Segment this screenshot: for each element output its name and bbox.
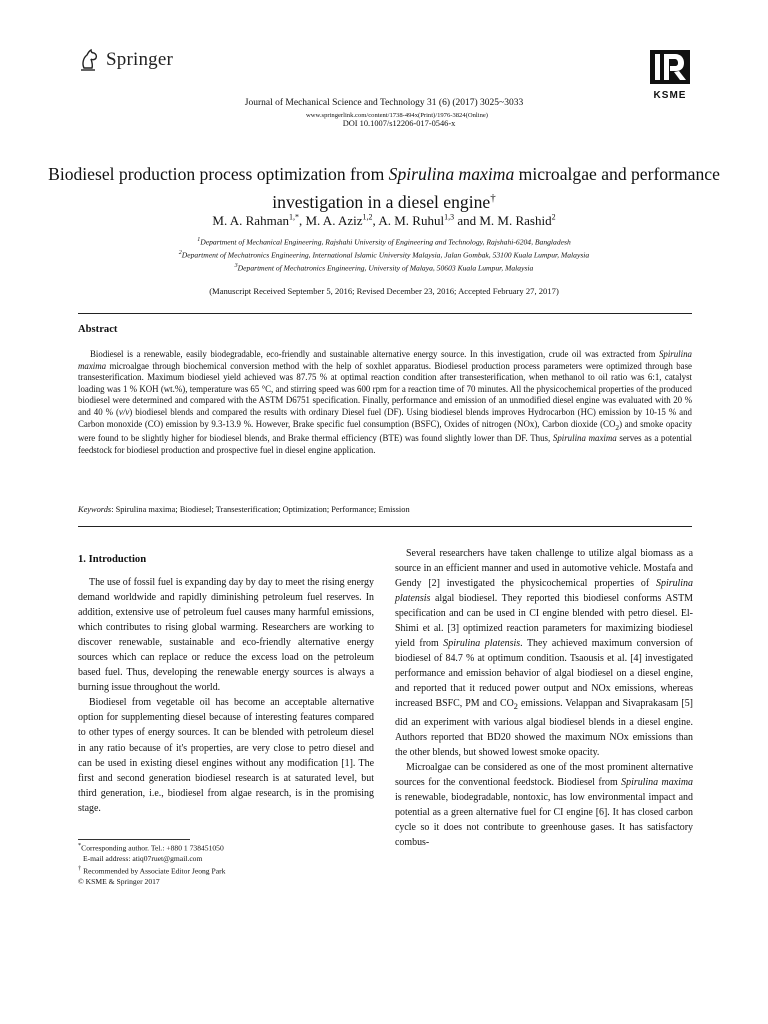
journal-info — [0, 98, 768, 128]
author-affiliation-mark: 1,* — [288, 213, 299, 222]
title-text-1: Biodiesel production process optimization from — [48, 164, 389, 184]
abstract-italic: Spirulina maxima — [78, 349, 692, 371]
affiliation-number: 2 — [178, 250, 182, 256]
left-column — [78, 575, 374, 816]
keywords-text: : Spirulina maxima; Biodiesel; Transesterification; Optimization; Performance; Emission — [111, 505, 410, 514]
footnote-recommended — [78, 864, 225, 877]
author-name: M. M. Rashid — [479, 213, 552, 229]
italic-span: Spirulina platensis — [395, 578, 693, 605]
affiliation-text: Department of Mechatronics Engineering, International Islamic University Malaysia, Jalan Gombak, 53100 Kuala Lumpur, Malaysia — [181, 250, 590, 260]
footnote-divider — [78, 839, 190, 840]
springer-logo — [78, 48, 173, 72]
affiliation — [40, 250, 728, 260]
abstract-span: Biodiesel is a renewable, easily biodegradable, eco-friendly and sustainable alternative energy source. In this investigation, crude oil was extracted from — [90, 349, 659, 359]
divider — [78, 313, 692, 314]
footnote-mark: † — [78, 865, 82, 873]
title-species: Spirulina maxima — [388, 164, 515, 184]
text-span: emissions. Velappan and Sivaprakasam [5] did an experiment with various algal biodiesel blends in a diesel engine. Authors reported that BD20 showed the maximum NOx emissions than the other blends, but showed lowest smoke opacity. — [395, 698, 693, 758]
abstract-text — [78, 349, 692, 456]
publisher-name: Springer — [106, 49, 174, 70]
text-span: . They achieved maximum conversion of biodiesel of 84.7 % at optimum condition. Tsaousis et al. [4] investigated performance and emission behavior of algal biodiesel on a diesel engine, and reported that it reduced power output and NOx emissions, whereas increased BSFC, PM and CO — [395, 638, 693, 710]
affiliation-text: Department of Mechatronics Engineering, University of Malaya, 50603 Kuala Lumpur, Malaysia — [237, 263, 534, 273]
author-separator: , — [298, 213, 306, 229]
abstract-span: serves as a potential feedstock for biodiesel production and prospective fuel in diesel engine application. — [78, 432, 692, 455]
affiliation-number: 3 — [234, 263, 238, 269]
affiliation — [40, 237, 728, 247]
author-affiliation-mark: 2 — [551, 213, 556, 222]
footnote-email[interactable]: E-mail address: atiq07ruet@gmail.com — [83, 853, 203, 863]
keywords-label: Keywords — [78, 505, 112, 514]
italic-span: Spirulina maxima — [621, 776, 693, 788]
footnotes — [78, 841, 225, 888]
abstract-span: ) biodiesel blends and compared the results with ordinary Diesel fuel (DF). Using biodiesel blends improves Hydrocarbon (HC) emission by 10-15 % and Carbon monoxide (CO) emission by 9.3-13.9 %. However, Brake specific fuel consumption (BSFC), Oxides of nitrogen (NOx), Carbon dioxide (CO — [78, 406, 692, 429]
title-text-2: microalgae and performance investigation in a diesel engine — [272, 164, 720, 212]
paper-title — [40, 162, 728, 214]
author — [212, 213, 305, 228]
affiliation — [40, 263, 728, 273]
author-separator: , — [372, 213, 379, 229]
subscript: 2 — [513, 702, 518, 712]
title-footnote-mark: † — [490, 192, 496, 204]
abstract-span: ) and smoke opacity were found to be slightly higher for biodiesel blends, and Brake thermal efficiency (BTE) was found slightly lower than DF. Thus, — [78, 418, 692, 443]
journal-doi[interactable]: DOI 10.1007/s12206-017-0546-x — [342, 119, 456, 128]
author — [305, 213, 378, 228]
society-name: KSME — [653, 90, 687, 101]
author-affiliation-mark: 1,2 — [362, 213, 373, 222]
abstract-italic: Spirulina maxima — [552, 432, 617, 443]
text-span: algal biodiesel. They reported this biodiesel conforms ASTM specification and can be used in CI engine blended with petro diesel. El-Shimi et al. [3] optimized reaction parameters for maximizing biodiesel yield from — [395, 593, 693, 650]
abstract-span: microalgae through biochemical conversion method with the help of soxhlet apparatus. Biodiesel production process parameters were optimized through base transesterification. Maximum biodiesel yield achieved was 87.75 % at optimal reaction condition after transesterification, when methanol to oil ratio was 6:1, catalyst loading was 1 % KOH (wt.%), temperature was 65 °C, and stirring speed was 600 rpm for a reaction time of 70 minutes. All the physicochemical properties of the produced biodiesel were determined and compared with the ASTM D6751 specification. Finally, performance and emission of an unmodified diesel engine was evaluated with 20 % and 40 % ( — [78, 360, 692, 417]
abstract-heading: Abstract — [78, 324, 118, 335]
paragraph — [395, 546, 693, 760]
footnote-text: Recommended by Associate Editor Jeong Park — [81, 866, 226, 876]
text-span: Microalgae can be considered as one of the most prominent alternative sources for the conventional feedstock. Biodiesel from — [395, 761, 693, 788]
divider — [78, 526, 692, 527]
text-span: Several researchers have taken challenge to utilize algal biomass as a source in an efficient manner and used in automotive vehicle. Mostafa and Gendy [2] investigated the physicochemical properties of — [395, 548, 693, 590]
journal-citation: Journal of Mechanical Science and Technology 31 (6) (2017) 3025~3033 — [244, 98, 524, 108]
author-name: A. M. Ruhul — [378, 213, 445, 229]
footnote-text: Corresponding author. Tel.: +880 1 738451050 — [81, 843, 224, 853]
footnote-copyright: © KSME & Springer 2017 — [78, 877, 160, 887]
italic-span: Spirulina platensis — [443, 638, 521, 650]
footnote-mark: * — [78, 842, 82, 849]
author-affiliation-mark: 1,3 — [444, 213, 455, 222]
author-name: M. A. Aziz — [305, 213, 363, 229]
ksme-logo-icon — [650, 50, 690, 84]
section-heading: 1. Introduction — [78, 554, 147, 565]
affiliation-text: Department of Mechanical Engineering, Rajshahi University of Engineering and Technology, Rajshahi-6204, Bangladesh — [200, 237, 571, 247]
journal-url[interactable]: www.springerlink.com/content/1738-494x(Print)/1976-3824(Online) — [306, 112, 488, 119]
abstract-italic: v/v — [118, 406, 130, 417]
springer-horse-icon — [78, 48, 100, 72]
author-name: M. A. Rahman — [212, 213, 289, 229]
ksme-logo — [648, 50, 692, 101]
abstract-subscript: 2 — [615, 422, 620, 432]
author-separator: and — [454, 213, 480, 229]
text-span: is renewable, biodegradable, nontoxic, has low environmental impact and potential as a green alternative fuel for CI engine [6]. It has closed carbon cycle so it does not contribute to greenhouse gases. It has satisfactory combus- — [395, 791, 693, 848]
manuscript-dates: (Manuscript Received September 5, 2016; Revised December 23, 2016; Accepted February 27, 2017) — [209, 286, 559, 296]
footnote-corresponding — [78, 841, 225, 854]
affiliation-number: 1 — [197, 237, 201, 243]
author-list — [40, 213, 728, 229]
author — [378, 213, 479, 228]
author — [479, 213, 555, 228]
right-column — [395, 546, 693, 850]
paragraph: Biodiesel from vegetable oil has become an acceptable alternative option for supplementing diesel because of interesting features compared to other types of energy sources. It can be blended with petroleum diesel in any ratio because of it's properties, are very close to petro diesel and can be used in existing diesel engines without any modification [1]. The first and second generation biodiesel research is at saturated level, but third generation, i.e., biodiesel from algae research, is in the promising stage. — [78, 697, 374, 814]
paragraph: The use of fossil fuel is expanding day by day to meet the rising energy demand worldwide and rapidly diminishing petroleum fuel reserves. In addition, extensive use of petroleum fuel causes many harmful emissions, which contributes to rising global warming. Researchers are working to discover renewable, sustainable and eco-friendly alternative energy sources which can replace or reduce the excess load on the petroleum based fuel. Thus, developing the renewable energy sources is always a burning issue throughout the world. — [78, 577, 374, 694]
keywords — [78, 505, 692, 514]
paragraph — [395, 760, 693, 850]
